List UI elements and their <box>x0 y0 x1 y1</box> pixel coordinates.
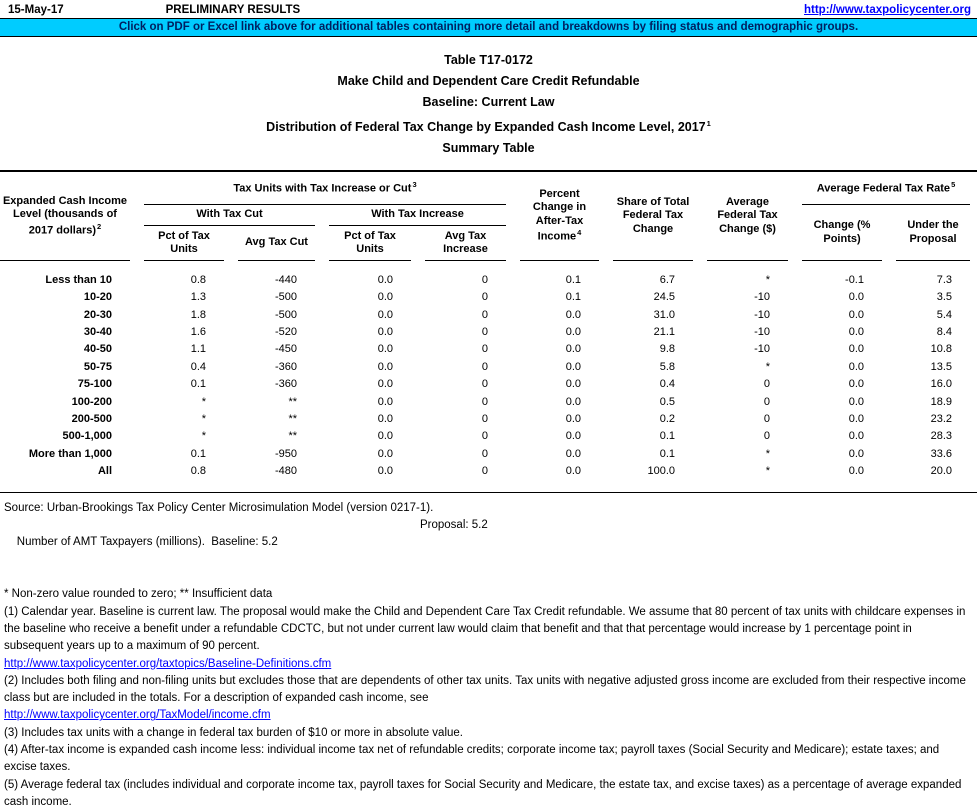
table-cell: 23.2 <box>930 412 952 425</box>
header-pct-of-tax-units-cut: Pct of Tax Units <box>144 226 224 261</box>
header-share-total-federal-tax-change: Share of Total Federal Tax Change <box>613 172 693 261</box>
row-label: 50-75 <box>83 360 112 373</box>
table-cell: 0 <box>481 308 488 321</box>
row-label: 100-200 <box>71 395 112 408</box>
table-cell: 0.0 <box>377 273 393 286</box>
table-cell: * <box>765 360 770 373</box>
table-cell: 0.0 <box>565 326 581 339</box>
table-cell: 0.0 <box>377 395 393 408</box>
info-banner-text: Click on PDF or Excel link above for additional tables containing more detail and breakdowns by filing status and demographic groups. <box>118 21 859 33</box>
baseline-definitions-link[interactable]: http://www.taxpolicycenter.org/taxtopics/Baseline-Definitions.cfm <box>4 657 332 670</box>
table-cell: 21.1 <box>653 326 675 339</box>
table-cell: 0.4 <box>659 378 675 391</box>
asterisk-legend-line: * Non-zero value rounded to zero; ** Insufficient data <box>4 588 273 601</box>
footnotes-section <box>0 493 977 811</box>
amt-taxpayers-line: Number of AMT Taxpayers (millions). Baseline: 5.2 Proposal: 5.2 <box>16 519 488 549</box>
amt-proposal-value: Proposal: 5.2 <box>420 519 488 532</box>
table-cell: 0.0 <box>377 360 393 373</box>
summary-table <box>0 172 977 480</box>
row-label: 10-20 <box>83 291 112 304</box>
table-cell: 0.0 <box>848 447 864 460</box>
table-cell: ** <box>288 395 297 408</box>
date-label: 15-May-17 <box>8 4 64 16</box>
table-cell: 3.5 <box>936 291 952 304</box>
table-cell: 31.0 <box>653 308 675 321</box>
table-cell: 0.1 <box>659 447 675 460</box>
table-cell: 0.0 <box>848 378 864 391</box>
source-line: Source: Urban-Brookings Tax Policy Center Microsimulation Model (version 0217-1). <box>4 501 434 514</box>
footnote-5: (5) Average federal tax (includes individual and corporate income tax, payroll taxes for Social Security and Medicare, the estate tax, and excise taxes) as a percentage of average expanded cash income. <box>4 778 962 808</box>
proposal-title: Make Child and Dependent Care Credit Refundable <box>337 74 640 88</box>
row-label: All <box>97 465 112 478</box>
table-cell: 0 <box>481 395 488 408</box>
table-cell: 0 <box>481 273 488 286</box>
table-cell: 1.1 <box>190 343 206 356</box>
table-cell: 13.5 <box>930 360 952 373</box>
preliminary-results-label: PRELIMINARY RESULTS <box>165 4 301 16</box>
header-avg-tax-increase: Avg Tax Increase <box>425 226 506 261</box>
table-cell: 0.0 <box>377 343 393 356</box>
table-cell: 0.0 <box>848 412 864 425</box>
table-cell: 33.6 <box>930 447 952 460</box>
info-banner <box>0 18 977 37</box>
footnote-1: (1) Calendar year. Baseline is current law. The proposal would make the Child and Dependent Care Tax Credit refundable. We assume that 80 percent of tax units with childcare expenses in the baseline who receive a benefit under a refundable CDCTC, but not under current law would claim that benefit and that that percentage would increase by 1 percentage point in subsequent years up to a maximum of 90 percent. <box>4 605 966 653</box>
table-cell: 0.0 <box>565 447 581 460</box>
table-cell: 0 <box>763 395 770 408</box>
table-cell: 0 <box>481 378 488 391</box>
header-under-the-proposal: Under the Proposal <box>896 205 970 261</box>
table-cell: 0 <box>763 378 770 391</box>
table-cell: 0.8 <box>190 465 206 478</box>
header-average-federal-tax-change: Average Federal Tax Change ($) <box>707 172 788 261</box>
header-group-average-federal-tax-rate: Average Federal Tax Rate$^5$ <box>802 172 970 205</box>
table-cell: -520 <box>274 326 297 339</box>
table-cell: -0.1 <box>845 273 864 286</box>
table-cell: -450 <box>274 343 297 356</box>
table-cell: -360 <box>274 378 297 391</box>
row-label: 40-50 <box>83 343 112 356</box>
table-cell: 0.0 <box>565 412 581 425</box>
table-cell: 0 <box>481 343 488 356</box>
table-cell: 0.0 <box>848 465 864 478</box>
header-expanded-cash-income: Expanded Cash Income Level (thousands of 2017 dollars)$^2$ <box>0 172 130 261</box>
table-cell: 0.1 <box>190 378 206 391</box>
table-cell: 0.5 <box>659 395 675 408</box>
header-with-tax-increase: With Tax Increase <box>329 205 506 226</box>
table-cell: 0.0 <box>377 430 393 443</box>
table-cell: -500 <box>274 291 297 304</box>
table-cell: 0 <box>481 447 488 460</box>
table-cell: 0.0 <box>565 395 581 408</box>
income-definition-link[interactable]: http://www.taxpolicycenter.org/TaxModel/income.cfm <box>4 709 271 722</box>
row-label: 30-40 <box>83 326 112 339</box>
table-cell: * <box>765 447 770 460</box>
table-cell: -950 <box>274 447 297 460</box>
table-cell: 0.0 <box>848 360 864 373</box>
table-cell: 0.8 <box>190 273 206 286</box>
summary-table-title: Summary Table <box>442 141 535 156</box>
table-cell: 0.1 <box>659 430 675 443</box>
table-cell: -10 <box>754 308 770 321</box>
table-cell: 0 <box>481 430 488 443</box>
table-cell: 0 <box>763 412 770 425</box>
table-cell: 28.3 <box>930 430 952 443</box>
footnote-4: (4) After-tax income is expanded cash income less: individual income tax net of refundable credits; corporate income tax; payroll taxes (Social Security and Medicare); estate taxes; and excise taxes. <box>4 744 940 774</box>
table-cell: 0 <box>481 291 488 304</box>
header-with-tax-cut: With Tax Cut <box>144 205 315 226</box>
table-cell: 0 <box>481 360 488 373</box>
table-cell: 1.6 <box>190 326 206 339</box>
table-cell: 20.0 <box>930 465 952 478</box>
table-cell: * <box>765 273 770 286</box>
table-number-title: Table T17-0172 <box>444 53 533 67</box>
table-cell: 1.3 <box>190 291 206 304</box>
table-cell: 0.1 <box>565 291 581 304</box>
table-cell: 6.7 <box>659 273 675 286</box>
table-cell: 9.8 <box>659 343 675 356</box>
footnote-3: (3) Includes tax units with a change in federal tax burden of $10 or more in absolute value. <box>4 726 463 739</box>
table-cell: -440 <box>274 273 297 286</box>
row-label: More than 1,000 <box>28 447 112 460</box>
table-cell: 0.0 <box>377 465 393 478</box>
table-cell: 5.4 <box>936 308 952 321</box>
table-cell: 0.0 <box>377 378 393 391</box>
table-cell: 0.0 <box>377 291 393 304</box>
table-cell: -360 <box>274 360 297 373</box>
table-cell: 16.0 <box>930 378 952 391</box>
table-cell: ** <box>288 412 297 425</box>
table-cell: 0 <box>481 412 488 425</box>
table-cell: -500 <box>274 308 297 321</box>
table-cell: 0.0 <box>848 326 864 339</box>
table-cell: 0.0 <box>565 465 581 478</box>
table-cell: 0.1 <box>190 447 206 460</box>
table-cell: 7.3 <box>936 273 952 286</box>
header-group-tax-units-increase-or-cut: Tax Units with Tax Increase or Cut$^3$ <box>144 172 506 205</box>
table-cell: -10 <box>754 326 770 339</box>
header-avg-tax-cut: Avg Tax Cut <box>238 226 315 261</box>
table-cell: 0.0 <box>565 360 581 373</box>
table-cell: 0.2 <box>659 412 675 425</box>
table-cell: * <box>201 395 206 408</box>
table-cell: 24.5 <box>653 291 675 304</box>
table-cell: 0.0 <box>848 291 864 304</box>
row-label: 75-100 <box>77 378 112 391</box>
header-body-gap <box>0 261 977 271</box>
table-cell: * <box>765 465 770 478</box>
table-cell: 0.0 <box>565 308 581 321</box>
table-cell: ** <box>288 430 297 443</box>
table-cell: 18.9 <box>930 395 952 408</box>
table-cell: 0.0 <box>565 430 581 443</box>
table-cell: 0 <box>481 326 488 339</box>
table-cell: 1.8 <box>190 308 206 321</box>
header-change-percentage-points: Change (% Points) <box>802 205 882 261</box>
table-cell: 0.0 <box>848 395 864 408</box>
title-block <box>0 50 977 159</box>
table-cell: 0.0 <box>377 447 393 460</box>
baseline-title: Baseline: Current Law <box>422 95 555 109</box>
table-cell: 0.0 <box>848 343 864 356</box>
table-cell: * <box>201 430 206 443</box>
row-label: 20-30 <box>83 308 112 321</box>
table-cell: 0 <box>763 430 770 443</box>
table-cell: 0.0 <box>565 378 581 391</box>
table-cell: 0.0 <box>377 326 393 339</box>
distribution-title: Distribution of Federal Tax Change by Expanded Cash Income Level, 2017$^1$ <box>266 119 711 135</box>
table-cell: -480 <box>274 465 297 478</box>
taxpolicycenter-link[interactable]: http://www.taxpolicycenter.org <box>804 4 971 16</box>
table-cell: 8.4 <box>936 326 952 339</box>
top-bar <box>0 0 977 18</box>
header-percent-change-after-tax-income: Percent Change in After-Tax Income$^4$ <box>520 172 599 261</box>
row-label: 500-1,000 <box>62 430 112 443</box>
table-cell: -10 <box>754 343 770 356</box>
footnote-2: (2) Includes both filing and non-filing units but excludes those that are dependents of other tax units. Tax units with negative adjusted gross income are excluded from their respective income class but are included in the totals. For a description of expanded cash income, see <box>4 674 966 705</box>
table-cell: 0 <box>481 465 488 478</box>
table-cell: 0.0 <box>848 430 864 443</box>
table-cell: 5.8 <box>659 360 675 373</box>
row-label: 200-500 <box>71 412 112 425</box>
table-cell: 100.0 <box>647 465 675 478</box>
table-cell: 0.0 <box>848 308 864 321</box>
table-cell: 0.4 <box>190 360 206 373</box>
table-cell: 10.8 <box>930 343 952 356</box>
table-cell: * <box>201 412 206 425</box>
table-cell: 0.0 <box>377 412 393 425</box>
table-cell: -10 <box>754 291 770 304</box>
table-cell: 0.0 <box>565 343 581 356</box>
table-cell: 0.1 <box>565 273 581 286</box>
header-pct-of-tax-units-increase: Pct of Tax Units <box>329 226 411 261</box>
table-cell: 0.0 <box>377 308 393 321</box>
row-label: Less than 10 <box>45 273 112 286</box>
